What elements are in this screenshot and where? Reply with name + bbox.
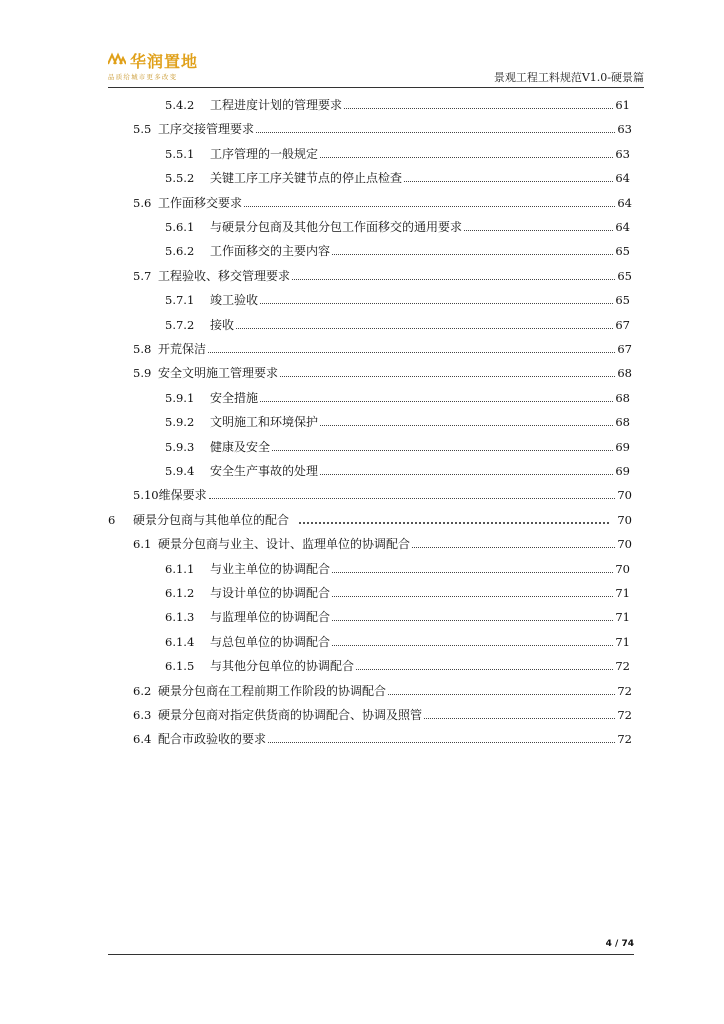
- toc-entry-title: 与硬景分包商及其他分包工作面移交的通用要求: [210, 220, 463, 234]
- toc-entry[interactable]: [133, 531, 632, 551]
- toc-entry-title: 硬景分包商在工程前期工作阶段的协调配合: [158, 683, 387, 698]
- toc-entry-title: 与业主单位的协调配合: [210, 561, 331, 576]
- toc-dot-leader: [388, 693, 615, 695]
- footer-divider: [108, 954, 634, 955]
- toc-entry-title: 工序管理的一般规定: [210, 146, 319, 161]
- toc-entry-title: 开荒保洁: [158, 342, 207, 356]
- toc-dot-leader: [236, 327, 613, 329]
- toc-entry-page: 70: [617, 488, 632, 503]
- toc-entry-page: 64: [617, 195, 632, 210]
- toc-entry[interactable]: [165, 604, 630, 624]
- toc-entry-number: 5.9.3: [165, 439, 195, 454]
- toc-entry[interactable]: [165, 92, 630, 112]
- document-title: 景观工程工料规范V1.0-硬景篇: [493, 71, 644, 84]
- toc-entry-page: 63: [617, 122, 632, 137]
- toc-entry-number: 5.6.2: [165, 244, 195, 259]
- page-header: [108, 50, 644, 86]
- toc-entry-title: 与总包单位的协调配合: [210, 634, 331, 649]
- toc-entry-title: 与其他分包单位的协调配合: [210, 659, 355, 674]
- toc-entry-number: 5.6: [133, 195, 152, 210]
- toc-entry-page: 68: [615, 415, 630, 430]
- logo-mark-icon: [108, 52, 126, 66]
- toc-entry-number: 5.4.2: [165, 98, 195, 112]
- toc-entry-title: 硬景分包商对指定供货商的协调配合、协调及照管: [158, 708, 423, 722]
- company-logo: [108, 50, 248, 86]
- toc-entry-number: 6.1: [133, 537, 152, 552]
- toc-entry[interactable]: [165, 434, 630, 454]
- toc-dot-leader: [208, 351, 615, 353]
- toc-entry-page: 70: [617, 512, 632, 527]
- toc-entry-page: 68: [615, 390, 630, 405]
- toc-dot-leader: [280, 375, 615, 377]
- toc-entry-title: 健康及安全: [210, 439, 271, 454]
- toc-entry-number: 6.1.5: [165, 659, 195, 674]
- toc-entry-number: 5.5.2: [165, 171, 195, 186]
- toc-entry-number: 6.1.2: [165, 586, 195, 600]
- toc-entry-number: 5.9.2: [165, 415, 195, 430]
- toc-entry[interactable]: [165, 141, 630, 161]
- toc-entry[interactable]: [165, 214, 630, 234]
- toc-entry[interactable]: [165, 653, 630, 673]
- page-number: 4 / 74: [605, 939, 634, 949]
- toc-entry[interactable]: [165, 629, 630, 649]
- toc-dot-leader: [209, 497, 616, 499]
- toc-dot-leader: [412, 546, 615, 548]
- toc-dot-leader: [320, 473, 613, 475]
- toc-entry[interactable]: [165, 580, 630, 600]
- toc-entry-number: 6.4: [133, 732, 152, 747]
- toc-entry-page: 67: [615, 317, 630, 332]
- toc-entry-title: 关键工序工序关键节点的停止点检查: [210, 171, 403, 186]
- toc-dot-leader: [332, 595, 613, 597]
- toc-entry-page: 65: [615, 293, 630, 308]
- toc-dot-leader: [260, 400, 613, 402]
- toc-entry-page: 69: [615, 464, 630, 478]
- toc-entry-title: 安全措施: [210, 390, 259, 405]
- toc-entry-number: 5.7.2: [165, 317, 195, 332]
- toc-entry[interactable]: [133, 726, 632, 746]
- toc-entry-title: 硬景分包商与其他单位的配合: [133, 512, 290, 527]
- toc-entry[interactable]: [133, 116, 632, 136]
- toc-entry-title: 硬景分包商与业主、设计、监理单位的协调配合: [158, 537, 411, 552]
- toc-entry-title: 工作面移交的主要内容: [210, 244, 331, 259]
- toc-entry[interactable]: [165, 409, 630, 429]
- toc-entry-number: 6: [108, 512, 116, 527]
- toc-entry-page: 72: [617, 683, 632, 698]
- toc-dot-leader: [332, 644, 613, 646]
- toc-entry-title: 接收: [210, 317, 235, 332]
- toc-entry-number: 5.5.1: [165, 146, 195, 161]
- toc-entry-page: 65: [615, 244, 630, 259]
- toc-entry-number: 5.10: [133, 488, 159, 503]
- toc-entry-page: 61: [615, 98, 630, 112]
- toc-entry-title: 工作面移交要求: [158, 195, 243, 210]
- toc-entry-page: 71: [615, 586, 630, 600]
- toc-dot-leader: [356, 668, 613, 670]
- toc-entry-number: 6.3: [133, 708, 152, 722]
- toc-dot-leader: [424, 717, 615, 719]
- toc-dot-leader: [272, 449, 613, 451]
- toc-entry-page: 69: [615, 439, 630, 454]
- toc-entry-title: 安全生产事故的处理: [210, 464, 319, 478]
- toc-entry-title: 工程进度计划的管理要求: [210, 98, 343, 112]
- toc-dot-leader: [332, 571, 613, 573]
- toc-entry-title: 安全文明施工管理要求: [158, 366, 279, 381]
- toc-entry-number: 5.6.1: [165, 220, 195, 234]
- toc-dot-leader: [332, 619, 613, 621]
- toc-entry[interactable]: [133, 678, 632, 698]
- toc-entry-page: 70: [617, 537, 632, 552]
- toc-dot-leader: [320, 156, 613, 158]
- toc-entry-title: 文明施工和环境保护: [210, 415, 319, 430]
- toc-entry-title: 维保要求: [158, 488, 207, 503]
- toc-entry[interactable]: [165, 238, 630, 258]
- toc-entry-page: 71: [615, 634, 630, 649]
- toc-entry-page: 71: [615, 610, 630, 625]
- toc-entry-page: 63: [615, 146, 630, 161]
- toc-entry-page: 70: [615, 561, 630, 576]
- toc-entry[interactable]: [165, 458, 630, 478]
- toc-entry-title: 工序交接管理要求: [158, 122, 255, 137]
- toc-entry-title: 竣工验收: [210, 293, 259, 308]
- toc-entry[interactable]: [165, 165, 630, 185]
- toc-entry-title: 与监理单位的协调配合: [210, 610, 331, 625]
- toc-entry-title: 配合市政验收的要求: [158, 732, 267, 747]
- toc-entry-number: 5.8: [133, 342, 152, 356]
- toc-dot-leader: [404, 180, 613, 182]
- toc-entry-number: 5.9.1: [165, 390, 195, 405]
- toc-entry-title: 与设计单位的协调配合: [210, 586, 331, 600]
- toc-entry-number: 5.9.4: [165, 464, 195, 478]
- toc-entry-page: 72: [617, 732, 632, 747]
- toc-entry-title: 工程验收、移交管理要求: [158, 268, 291, 283]
- logo-name: 华润置地: [130, 52, 199, 71]
- toc-dot-leader: [268, 741, 615, 743]
- header-divider: [108, 87, 644, 88]
- toc-entry-number: 6.1.1: [165, 561, 195, 576]
- toc-entry-number: 6.1.4: [165, 634, 195, 649]
- toc-dot-leader: [299, 521, 609, 524]
- toc-entry[interactable]: [165, 385, 630, 405]
- toc-entry[interactable]: [133, 702, 632, 722]
- toc-dot-leader: [320, 424, 613, 426]
- toc-dot-leader: [332, 253, 613, 255]
- toc-entry[interactable]: [133, 263, 632, 283]
- toc-entry[interactable]: [165, 312, 630, 332]
- toc-entry[interactable]: [133, 336, 632, 356]
- toc-entry-page: 65: [617, 268, 632, 283]
- toc-entry[interactable]: [133, 190, 632, 210]
- toc-entry-number: 6.1.3: [165, 610, 195, 625]
- toc-entry-page: 72: [617, 708, 632, 722]
- toc-entry-page: 64: [615, 220, 630, 234]
- toc-entry-page: 68: [617, 366, 632, 381]
- toc-entry[interactable]: [165, 287, 630, 307]
- toc-entry-number: 5.7.1: [165, 293, 195, 308]
- logo-slogan: 品质给城市更多改变: [108, 73, 178, 81]
- toc-dot-leader: [344, 107, 613, 109]
- toc-entry-page: 67: [617, 342, 632, 356]
- toc-entry[interactable]: [133, 482, 632, 502]
- toc-entry-number: 5.7: [133, 268, 152, 283]
- toc-entry-number: 5.9: [133, 366, 152, 381]
- toc-entry[interactable]: [165, 556, 630, 576]
- toc-entry[interactable]: [133, 360, 632, 380]
- toc-dot-leader: [260, 302, 613, 304]
- toc-dot-leader: [292, 278, 615, 280]
- toc-dot-leader: [244, 205, 615, 207]
- toc-entry-number: 6.2: [133, 683, 152, 698]
- toc-entry-page: 72: [615, 659, 630, 674]
- toc-entry-page: 64: [615, 171, 630, 186]
- toc-dot-leader: [464, 229, 613, 231]
- toc-entry-number: 5.5: [133, 122, 152, 137]
- toc-entry[interactable]: [108, 507, 632, 527]
- toc-dot-leader: [256, 131, 615, 133]
